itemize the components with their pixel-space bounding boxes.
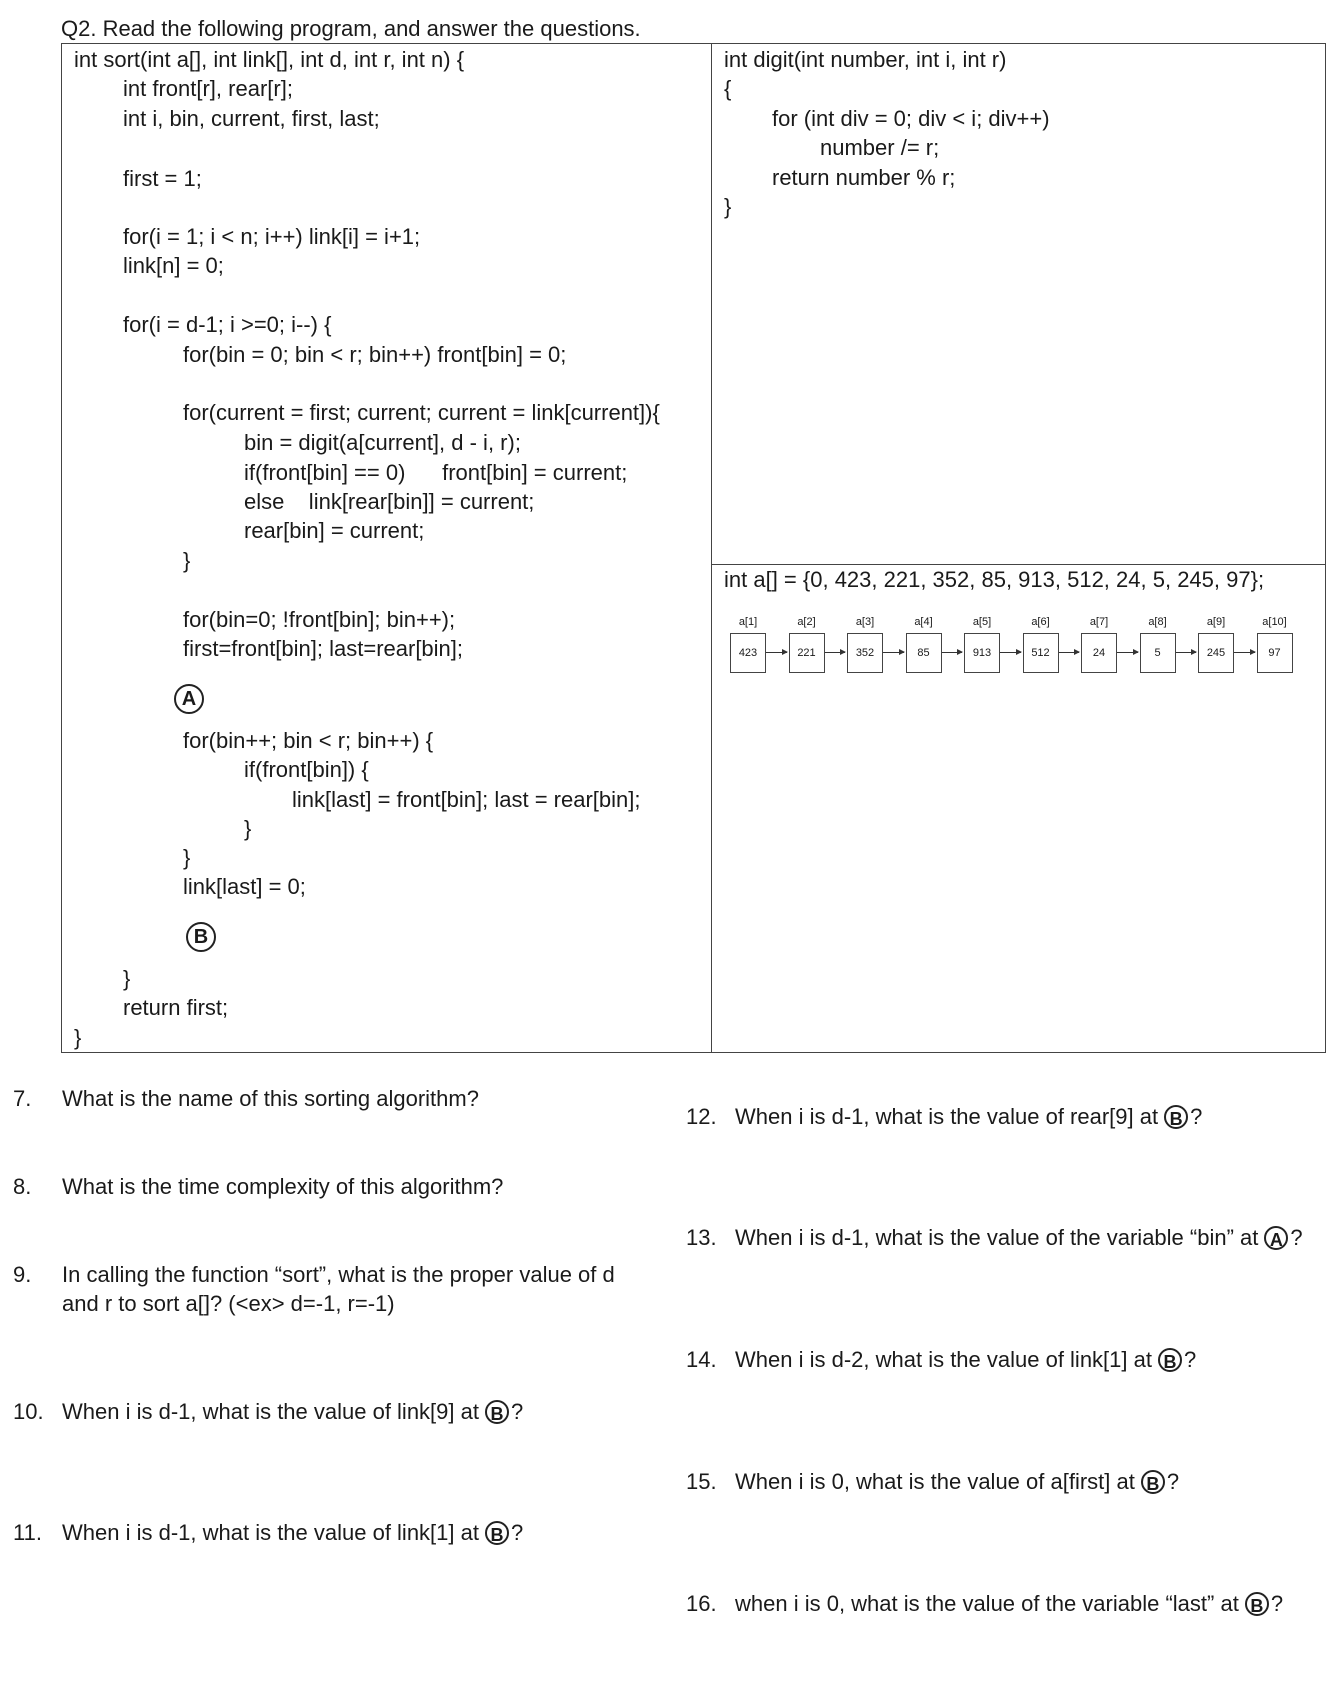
code-line: int front[r], rear[r]; (123, 76, 293, 101)
link-arrow (1117, 652, 1138, 653)
question-number: 8. (13, 1174, 32, 1199)
question-16-text: when i is 0, what is the value of the variable “last” at (735, 1591, 1239, 1616)
code-line: link[n] = 0; (123, 253, 224, 278)
array-index-label: a[8] (1148, 616, 1167, 628)
code-line: } (74, 1025, 82, 1050)
marker-b: B (485, 1400, 509, 1424)
link-arrow (883, 652, 904, 653)
marker-a: A (174, 684, 204, 714)
marker-b: B (1158, 1348, 1182, 1372)
link-arrow (766, 652, 787, 653)
code-line: bin = digit(a[current], d - i, r); (244, 430, 521, 455)
array-cell: 24 (1081, 633, 1117, 673)
question-number: 13. (686, 1225, 717, 1250)
array-index-label: a[7] (1089, 616, 1109, 628)
code-line: } (724, 194, 732, 219)
array-cell: 352 (847, 633, 883, 673)
code-line: int i, bin, current, first, last; (123, 106, 380, 131)
array-cell: 85 (906, 633, 942, 673)
question-heading: Q2. Read the following program, and answer the questions. (61, 16, 641, 41)
array-cell: 423 (730, 633, 766, 673)
question-mark: ? (510, 1399, 524, 1424)
code-line: for(current = first; current; current = link[current]){ (183, 400, 660, 425)
question-mark: ? (510, 1520, 524, 1545)
question-mark: ? (1290, 1225, 1303, 1250)
question-number: 16. (686, 1591, 717, 1616)
question-15 (735, 1469, 1179, 1497)
code-line: return first; (123, 995, 229, 1020)
question-7-text: What is the name of this sorting algorithm? (62, 1086, 479, 1111)
code-line: int digit(int number, int i, int r) (724, 47, 1007, 72)
question-number: 11. (13, 1520, 42, 1545)
array-index-label: a[2] (797, 616, 816, 628)
code-line: for(bin = 0; bin < r; bin++) front[bin] = 0; (183, 342, 567, 367)
code-line: { (724, 76, 732, 101)
question-16 (735, 1591, 1283, 1619)
marker-a: A (1264, 1226, 1288, 1250)
question-12 (735, 1104, 1202, 1132)
marker-b: B (1164, 1105, 1188, 1129)
question-15-text: When i is 0, what is the value of a[first] at (735, 1469, 1135, 1494)
code-line: for (int div = 0; div < i; div++) (772, 106, 1050, 131)
array-cell: 5 (1140, 633, 1176, 673)
array-index-label: a[5] (972, 616, 992, 628)
code-line: link[last] = front[bin]; last = rear[bin]; (292, 787, 641, 812)
array-declaration: int a[] = {0, 423, 221, 352, 85, 913, 512, 24, 5, 245, 97}; (724, 567, 1265, 592)
question-mark: ? (1190, 1104, 1203, 1129)
array-index-label: a[3] (855, 616, 875, 628)
code-line: number /= r; (820, 135, 940, 160)
array-index-label: a[10] (1262, 616, 1287, 628)
question-number: 15. (686, 1469, 717, 1494)
array-cell: 221 (789, 633, 825, 673)
code-line: first = 1; (123, 166, 202, 191)
code-line: for(i = d-1; i >=0; i--) { (123, 312, 332, 337)
question-8-text: What is the time complexity of this algorithm? (62, 1174, 504, 1199)
sort-code-panel (61, 43, 712, 1053)
link-arrow (942, 652, 963, 653)
array-index-label: a[4] (914, 616, 933, 628)
code-line: if(front[bin] == 0) front[bin] = current; (244, 460, 628, 485)
code-line: for(bin++; bin < r; bin++) { (183, 728, 434, 753)
question-number: 7. (13, 1086, 32, 1111)
code-line: } (244, 816, 252, 841)
question-12-text: When i is d-1, what is the value of rear[9] at (735, 1104, 1159, 1129)
code-line: for(i = 1; i < n; i++) link[i] = i+1; (123, 224, 421, 249)
question-number: 14. (686, 1347, 717, 1372)
question-mark: ? (1183, 1347, 1197, 1372)
question-11-text: When i is d-1, what is the value of link[1] at (62, 1520, 479, 1545)
code-line: else link[rear[bin]] = current; (244, 489, 535, 514)
code-line: if(front[bin]) { (244, 757, 369, 782)
array-cell: 913 (964, 633, 1000, 673)
array-cell: 245 (1198, 633, 1234, 673)
question-number: 9. (13, 1262, 32, 1287)
marker-b: B (186, 922, 216, 952)
code-line: first=front[bin]; last=rear[bin]; (183, 636, 464, 661)
question-13 (735, 1225, 1303, 1253)
link-arrow (1234, 652, 1255, 653)
marker-b: B (485, 1521, 509, 1545)
marker-b: B (1141, 1470, 1165, 1494)
marker-b: B (1245, 1592, 1269, 1616)
code-line: for(bin=0; !front[bin]; bin++); (183, 607, 456, 632)
question-mark: ? (1270, 1591, 1284, 1616)
question-14-text: When i is d-2, what is the value of link[1] at (735, 1347, 1152, 1372)
question-13-text: When i is d-1, what is the value of the variable “bin” at (735, 1225, 1259, 1250)
question-number: 12. (686, 1104, 717, 1129)
question-9-line1: In calling the function “sort”, what is the proper value of d (62, 1262, 615, 1287)
question-10-text: When i is d-1, what is the value of link[9] at (62, 1399, 479, 1424)
question-10 (62, 1399, 523, 1427)
question-11 (62, 1520, 523, 1548)
array-index-label: a[6] (1031, 616, 1050, 628)
array-cell: 512 (1023, 633, 1059, 673)
code-line: link[last] = 0; (183, 874, 306, 899)
code-line: } (183, 548, 191, 573)
question-14 (735, 1347, 1196, 1375)
link-arrow (1059, 652, 1080, 653)
array-cell: 97 (1257, 633, 1293, 673)
code-line: } (183, 845, 191, 870)
array-index-label: a[1] (738, 616, 758, 628)
code-line: int sort(int a[], int link[], int d, int r, int n) { (74, 47, 465, 72)
question-number: 10. (13, 1399, 44, 1424)
array-index-label: a[9] (1206, 616, 1226, 628)
code-line: rear[bin] = current; (244, 518, 425, 543)
question-mark: ? (1166, 1469, 1180, 1494)
question-9-line2: and r to sort a[]? (<ex> d=-1, r=-1) (62, 1291, 395, 1316)
link-arrow (825, 652, 846, 653)
link-arrow (1000, 652, 1021, 653)
link-arrow (1176, 652, 1197, 653)
code-line: return number % r; (772, 165, 956, 190)
code-line: } (123, 966, 131, 991)
